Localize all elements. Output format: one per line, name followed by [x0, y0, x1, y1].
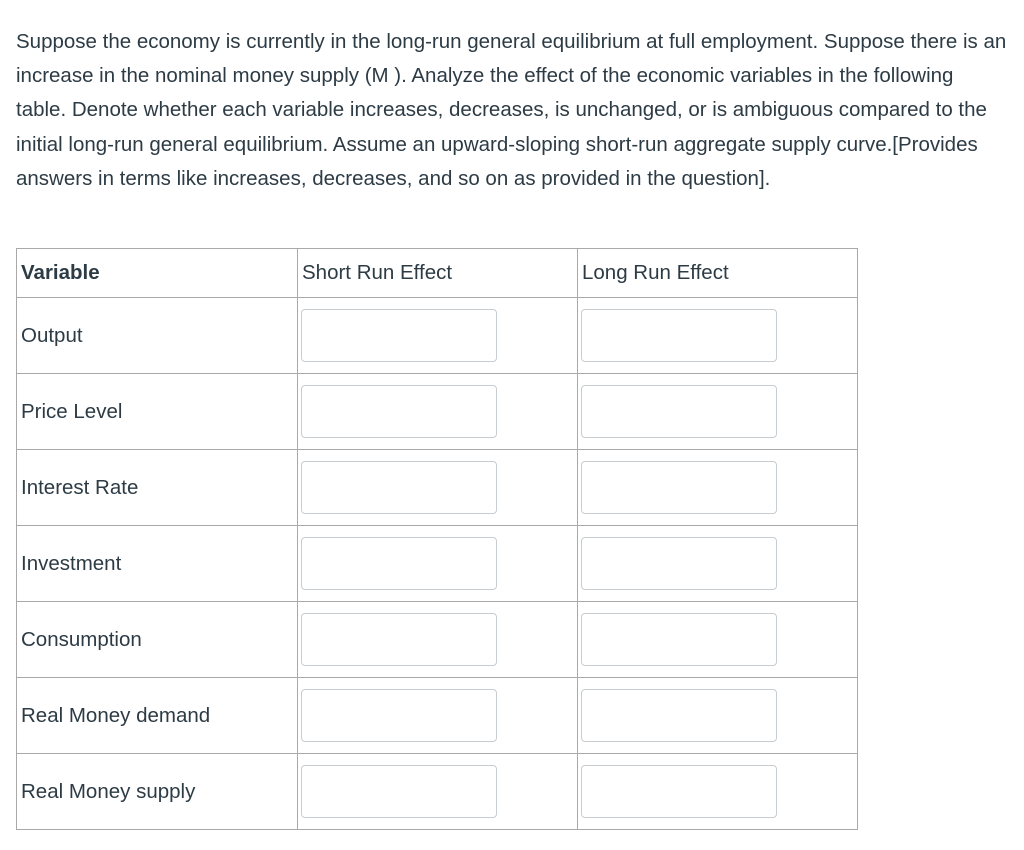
- real-money-supply-short-run-input[interactable]: [301, 765, 497, 818]
- consumption-long-run-input[interactable]: [581, 613, 777, 666]
- column-header-short-run: [298, 249, 578, 298]
- answer-table: [16, 248, 858, 830]
- variable-label-real-money-demand: Real Money demand: [21, 703, 211, 727]
- variable-label-output: Output: [21, 323, 83, 347]
- real-money-demand-long-run-input[interactable]: [581, 689, 777, 742]
- table-row-price-level: [17, 374, 858, 450]
- output-long-run-input[interactable]: [581, 309, 777, 362]
- short-run-cell: [298, 374, 578, 450]
- variable-label-real-money-supply: Real Money supply: [21, 779, 196, 803]
- real-money-demand-short-run-input[interactable]: [301, 689, 497, 742]
- question-text: Suppose the economy is currently in the long-run general equilibrium at full employment. Suppose there is an increase in the nominal money supply (M ). Analyze the effect of the economic variables in the following table. Denote whether each variable increases, decreases, is unchanged, or is ambiguous compared to the initial long-run general equilibrium. Assume an upward-sloping short-run aggregate supply curve.[Provides answers in terms like increases, decreases, and so on as provided in the question].: [16, 30, 1007, 190]
- column-header-variable: [17, 249, 298, 298]
- variable-cell: [17, 602, 298, 678]
- variable-label-interest-rate: Interest Rate: [21, 475, 139, 499]
- long-run-cell: [578, 678, 858, 754]
- column-header-short-run-label: Short Run Effect: [302, 261, 453, 284]
- short-run-cell: [298, 526, 578, 602]
- short-run-cell: [298, 754, 578, 830]
- table-row-interest-rate: [17, 450, 858, 526]
- short-run-cell: [298, 298, 578, 374]
- long-run-cell: [578, 754, 858, 830]
- table-row-real-money-supply: [17, 754, 858, 830]
- column-header-long-run: [578, 249, 858, 298]
- column-header-variable-label: Variable: [21, 261, 100, 284]
- table-header-row: [17, 249, 858, 298]
- table-row-real-money-demand: [17, 678, 858, 754]
- short-run-cell: [298, 602, 578, 678]
- output-short-run-input[interactable]: [301, 309, 497, 362]
- consumption-short-run-input[interactable]: [301, 613, 497, 666]
- variable-label-price-level: Price Level: [21, 399, 123, 423]
- long-run-cell: [578, 526, 858, 602]
- variable-cell: [17, 678, 298, 754]
- price-level-long-run-input[interactable]: [581, 385, 777, 438]
- long-run-cell: [578, 450, 858, 526]
- interest-rate-long-run-input[interactable]: [581, 461, 777, 514]
- investment-short-run-input[interactable]: [301, 537, 497, 590]
- investment-long-run-input[interactable]: [581, 537, 777, 590]
- variable-cell: [17, 526, 298, 602]
- variable-label-consumption: Consumption: [21, 627, 142, 651]
- table-row-consumption: [17, 602, 858, 678]
- column-header-long-run-label: Long Run Effect: [582, 261, 729, 284]
- variable-cell: [17, 374, 298, 450]
- short-run-cell: [298, 450, 578, 526]
- variable-cell: [17, 754, 298, 830]
- long-run-cell: [578, 602, 858, 678]
- real-money-supply-long-run-input[interactable]: [581, 765, 777, 818]
- variable-cell: [17, 298, 298, 374]
- table-row-investment: [17, 526, 858, 602]
- variable-cell: [17, 450, 298, 526]
- short-run-cell: [298, 678, 578, 754]
- long-run-cell: [578, 374, 858, 450]
- price-level-short-run-input[interactable]: [301, 385, 497, 438]
- variable-label-investment: Investment: [21, 551, 122, 575]
- interest-rate-short-run-input[interactable]: [301, 461, 497, 514]
- long-run-cell: [578, 298, 858, 374]
- table-row-output: [17, 298, 858, 374]
